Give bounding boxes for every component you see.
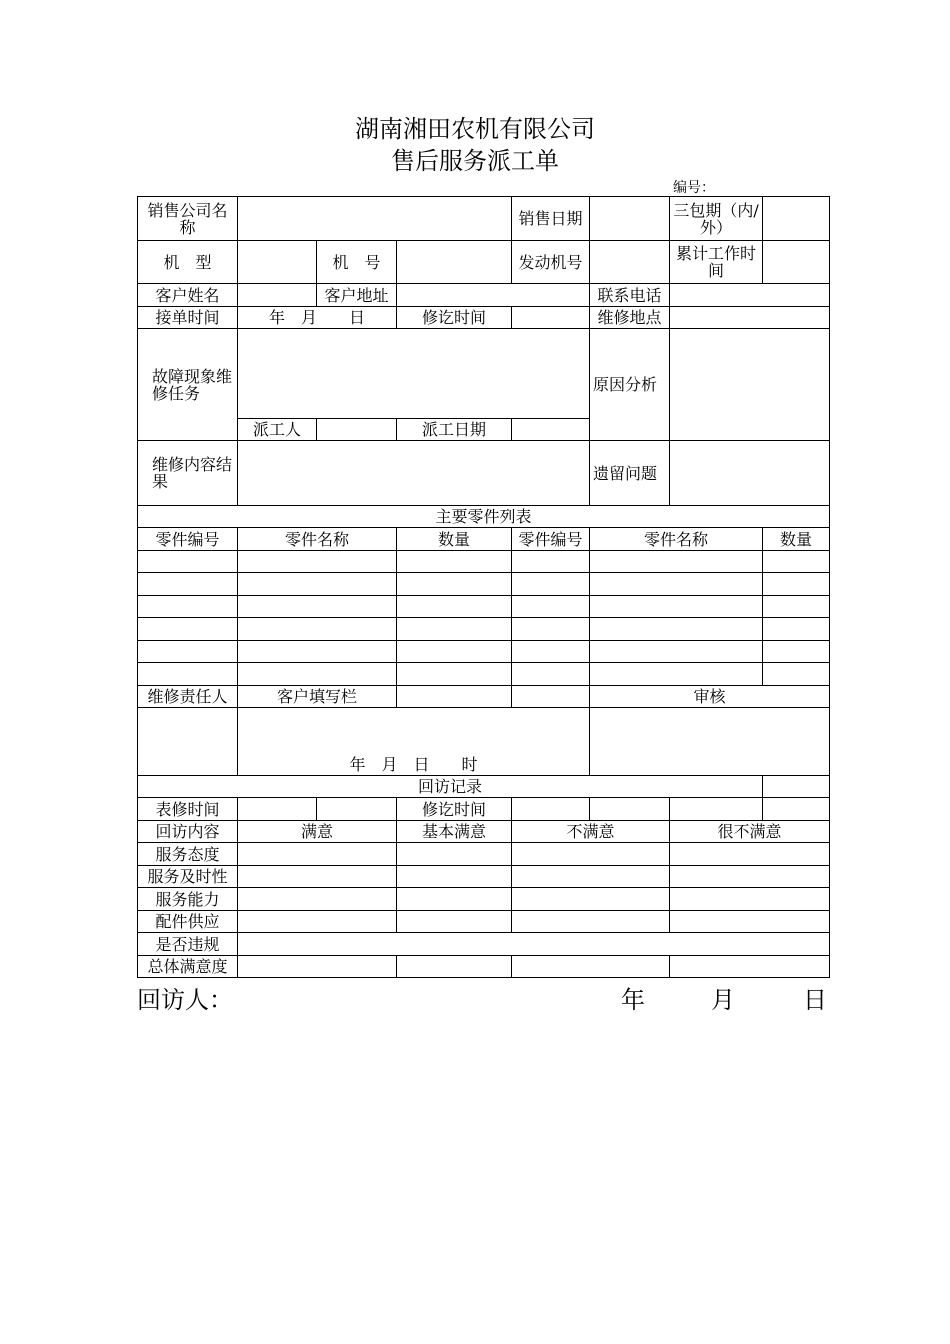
part-name-header: 零件名称 xyxy=(238,528,397,551)
service-attitude-label: 服务态度 xyxy=(138,843,238,866)
footer-day: 日 xyxy=(803,986,827,1014)
followup-title: 回访记录 xyxy=(138,776,763,798)
not-satisfied-cell[interactable] xyxy=(512,911,670,933)
quantity-cell[interactable] xyxy=(397,596,512,618)
part-no-header: 零件编号 xyxy=(512,528,590,551)
very-unsatisfied-cell[interactable] xyxy=(670,843,830,866)
customer-name-label: 客户姓名 xyxy=(138,284,238,307)
satisfied-cell[interactable] xyxy=(238,911,397,933)
part-no-cell[interactable] xyxy=(138,596,238,618)
followup-content-label: 回访内容 xyxy=(138,821,238,843)
part-no-cell[interactable] xyxy=(512,596,590,618)
model-field[interactable] xyxy=(238,241,317,284)
repair-result-label: 维修内容结果 xyxy=(138,441,238,506)
not-satisfied-cell[interactable] xyxy=(512,956,670,978)
service-ability-label: 服务能力 xyxy=(138,888,238,911)
violation-label: 是否违规 xyxy=(138,933,238,956)
blank-cell[interactable] xyxy=(512,686,590,708)
quantity-cell[interactable] xyxy=(763,663,830,686)
sales-date-field[interactable] xyxy=(590,197,670,241)
dispatch-date-field[interactable] xyxy=(512,419,590,441)
table-row xyxy=(138,663,830,686)
blank-cell[interactable] xyxy=(397,686,512,708)
quantity-cell[interactable] xyxy=(397,573,512,596)
quantity-cell[interactable] xyxy=(397,641,512,663)
repair-done-time-field[interactable] xyxy=(512,307,590,329)
not-satisfied-cell[interactable] xyxy=(512,843,670,866)
part-name-cell[interactable] xyxy=(238,618,397,641)
repair-done-time-label-2: 修讫时间 xyxy=(397,798,512,821)
satisfaction-row xyxy=(138,911,830,933)
quantity-cell[interactable] xyxy=(763,641,830,663)
part-name-cell[interactable] xyxy=(590,663,763,686)
very-unsatisfied-header: 很不满意 xyxy=(670,821,830,843)
repair-done-time-label: 修讫时间 xyxy=(397,307,512,329)
fault-description-field[interactable] xyxy=(238,329,590,419)
engine-no-label: 发动机号 xyxy=(512,241,590,284)
repair-person-label: 维修责任人 xyxy=(138,686,238,708)
quantity-cell[interactable] xyxy=(763,618,830,641)
footer-year: 年 xyxy=(621,986,645,1014)
report-time-field-2[interactable] xyxy=(317,798,397,821)
part-no-cell[interactable] xyxy=(512,618,590,641)
part-no-cell[interactable] xyxy=(138,573,238,596)
engine-no-field[interactable] xyxy=(590,241,670,284)
warranty-label: 三包期（内/外） xyxy=(670,197,763,241)
table-row xyxy=(138,596,830,618)
blank-cell[interactable] xyxy=(590,798,670,821)
table-row xyxy=(138,641,830,663)
part-name-cell[interactable] xyxy=(238,573,397,596)
not-satisfied-cell[interactable] xyxy=(512,866,670,888)
satisfaction-row xyxy=(138,888,830,911)
satisfied-cell[interactable] xyxy=(238,866,397,888)
part-name-cell[interactable] xyxy=(590,641,763,663)
visitor-label: 回访人： xyxy=(137,986,233,1014)
quantity-cell[interactable] xyxy=(763,573,830,596)
customer-signature-area[interactable]: 年 月 日 时 xyxy=(238,708,590,776)
blank-cell[interactable] xyxy=(763,776,830,798)
part-name-cell[interactable] xyxy=(590,551,763,573)
quantity-cell[interactable] xyxy=(397,551,512,573)
quantity-cell[interactable] xyxy=(397,618,512,641)
customer-fill-label: 客户填写栏 xyxy=(238,686,397,708)
part-name-cell[interactable] xyxy=(590,596,763,618)
very-unsatisfied-cell[interactable] xyxy=(670,956,830,978)
satisfaction-row xyxy=(138,956,830,978)
machine-no-label: 机 号 xyxy=(317,241,397,284)
footer-month: 月 xyxy=(711,986,735,1014)
quantity-cell[interactable] xyxy=(397,663,512,686)
company-name: 湖南湘田农机有限公司 xyxy=(355,115,595,143)
quantity-header: 数量 xyxy=(763,528,830,551)
basic-satisfied-cell[interactable] xyxy=(397,956,512,978)
parts-list-title: 主要零件列表 xyxy=(138,506,830,528)
warranty-field[interactable] xyxy=(763,197,830,241)
part-no-header: 零件编号 xyxy=(138,528,238,551)
repair-result-field[interactable] xyxy=(238,441,590,506)
overall-satisfaction-label: 总体满意度 xyxy=(138,956,238,978)
part-no-cell[interactable] xyxy=(512,663,590,686)
satisfaction-row xyxy=(138,843,830,866)
blank-cell[interactable] xyxy=(670,798,763,821)
part-name-cell[interactable] xyxy=(238,551,397,573)
model-label: 机 型 xyxy=(138,241,238,284)
sales-company-name-field[interactable] xyxy=(238,197,512,241)
satisfied-header: 满意 xyxy=(238,821,397,843)
basic-satisfied-cell[interactable] xyxy=(397,866,512,888)
quantity-cell[interactable] xyxy=(763,596,830,618)
sales-date-label: 销售日期 xyxy=(512,197,590,241)
part-no-cell[interactable] xyxy=(512,551,590,573)
remaining-issues-field[interactable] xyxy=(670,441,830,506)
satisfied-cell[interactable] xyxy=(238,843,397,866)
dispatcher-field[interactable] xyxy=(317,419,397,441)
satisfied-cell[interactable] xyxy=(238,956,397,978)
part-no-cell[interactable] xyxy=(138,641,238,663)
report-time-field[interactable] xyxy=(238,798,317,821)
basic-satisfied-cell[interactable] xyxy=(397,911,512,933)
service-timeliness-label: 服务及时性 xyxy=(138,866,238,888)
cause-analysis-label: 原因分析 xyxy=(590,329,670,441)
customer-address-label: 客户地址 xyxy=(317,284,397,307)
repair-location-field[interactable] xyxy=(670,307,830,329)
repair-location-label: 维修地点 xyxy=(590,307,670,329)
table-row xyxy=(138,573,830,596)
document-title: 售后服务派工单 xyxy=(391,147,559,175)
part-no-cell[interactable] xyxy=(512,573,590,596)
cause-analysis-field[interactable] xyxy=(670,329,830,441)
part-name-cell[interactable] xyxy=(238,663,397,686)
sales-company-name-label: 销售公司名称 xyxy=(138,197,238,241)
very-unsatisfied-cell[interactable] xyxy=(670,866,830,888)
very-unsatisfied-cell[interactable] xyxy=(670,888,830,911)
very-unsatisfied-cell[interactable] xyxy=(670,911,830,933)
blank-cell[interactable] xyxy=(763,798,830,821)
contact-phone-label: 联系电话 xyxy=(590,284,670,307)
order-time-field[interactable]: 年 月 日 xyxy=(238,307,397,329)
part-name-cell[interactable] xyxy=(590,618,763,641)
violation-field[interactable] xyxy=(238,933,830,956)
table-row xyxy=(138,618,830,641)
serial-number-label: 编号： xyxy=(673,180,715,196)
part-no-cell[interactable] xyxy=(138,618,238,641)
repair-done-time-field-2[interactable] xyxy=(512,798,590,821)
remaining-issues-label: 遗留问题 xyxy=(590,441,670,506)
part-no-cell[interactable] xyxy=(138,551,238,573)
not-satisfied-header: 不满意 xyxy=(512,821,670,843)
order-time-label: 接单时间 xyxy=(138,307,238,329)
dispatch-form-table xyxy=(137,196,830,978)
not-satisfied-cell[interactable] xyxy=(512,888,670,911)
part-name-header: 零件名称 xyxy=(590,528,763,551)
part-name-cell[interactable] xyxy=(238,596,397,618)
basic-satisfied-header: 基本满意 xyxy=(397,821,512,843)
basic-satisfied-cell[interactable] xyxy=(397,888,512,911)
work-hours-field[interactable] xyxy=(763,241,830,284)
part-name-cell[interactable] xyxy=(238,641,397,663)
dispatcher-label: 派工人 xyxy=(238,419,317,441)
contact-phone-field[interactable] xyxy=(670,284,830,307)
part-no-cell[interactable] xyxy=(138,663,238,686)
review-label: 审核 xyxy=(590,686,830,708)
machine-no-field[interactable] xyxy=(397,241,512,284)
quantity-cell[interactable] xyxy=(763,551,830,573)
part-name-cell[interactable] xyxy=(590,573,763,596)
repair-person-signature[interactable] xyxy=(138,708,238,776)
part-no-cell[interactable] xyxy=(512,641,590,663)
basic-satisfied-cell[interactable] xyxy=(397,843,512,866)
satisfied-cell[interactable] xyxy=(238,888,397,911)
review-signature-area[interactable] xyxy=(590,708,830,776)
parts-supply-label: 配件供应 xyxy=(138,911,238,933)
report-time-label: 表修时间 xyxy=(138,798,238,821)
fault-task-label: 故障现象维修任务 xyxy=(138,329,238,441)
quantity-header: 数量 xyxy=(397,528,512,551)
dispatch-date-label: 派工日期 xyxy=(397,419,512,441)
customer-address-field[interactable] xyxy=(397,284,590,307)
customer-name-field[interactable] xyxy=(238,284,317,307)
work-hours-label: 累计工作时 间 xyxy=(670,241,763,284)
table-row xyxy=(138,551,830,573)
satisfaction-row xyxy=(138,866,830,888)
